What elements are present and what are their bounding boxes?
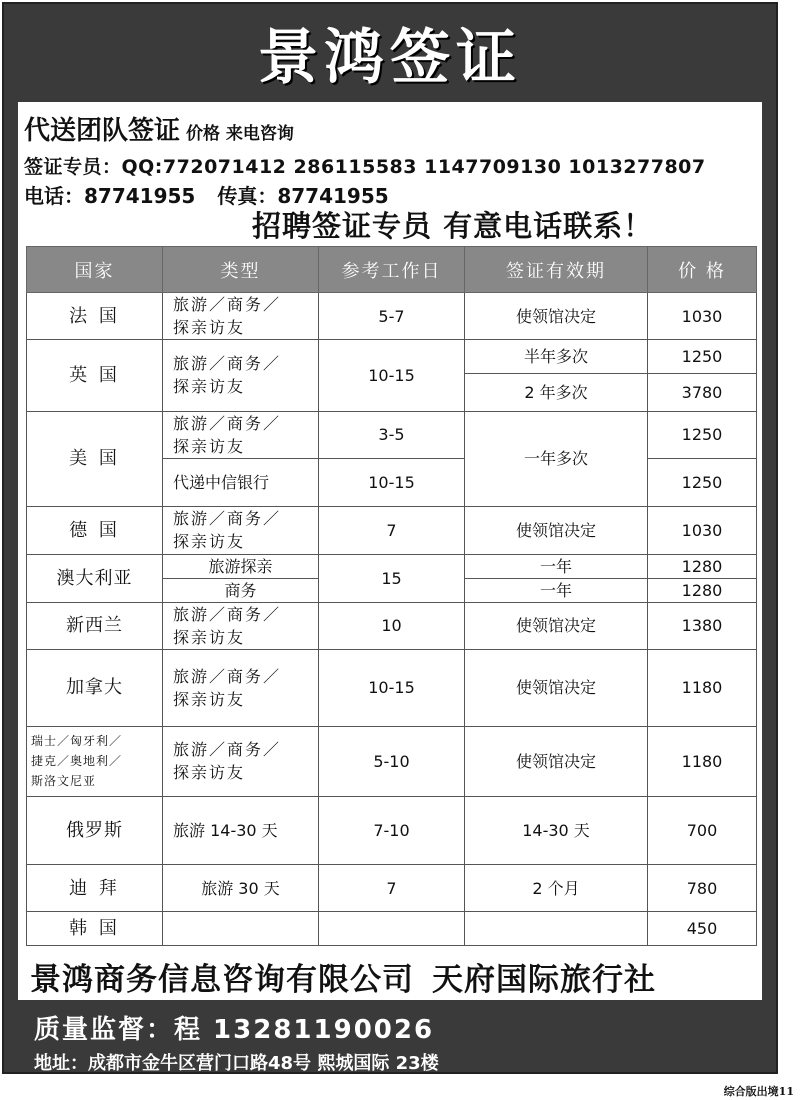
page-label: 综合版出境11	[723, 1085, 794, 1098]
table-row	[27, 411, 757, 458]
price-inquiry-note: 价格 来电咨询	[186, 124, 294, 144]
col-header-type: 类型	[163, 247, 319, 293]
price-cell: 1030	[648, 507, 757, 554]
table-row	[27, 726, 757, 796]
travel-agency-name: 天府国际旅行社	[432, 962, 656, 998]
workdays-cell: 7	[319, 865, 465, 911]
type-cell: 旅游 14-30 天	[163, 796, 319, 864]
validity-cell: 使领馆决定	[465, 650, 648, 726]
validity-cell: 一年多次	[465, 411, 648, 507]
workdays-cell: 15	[319, 554, 465, 602]
banner-title: 景鸿签证	[258, 23, 522, 93]
workdays-cell: 10-15	[319, 650, 465, 726]
type-cell: 旅游／商务／ 探亲访友	[163, 650, 319, 726]
country-cell: 瑞士／匈牙利／ 捷克／奥地利／ 斯洛文尼亚	[27, 726, 163, 796]
content-panel	[18, 102, 762, 1000]
col-header-validity: 签证有效期	[465, 247, 648, 293]
validity-cell: 14-30 天	[465, 796, 648, 864]
country-cell: 俄罗斯	[27, 796, 163, 864]
type-cell: 旅游／商务／ 探亲访友	[163, 340, 319, 411]
country-cell: 英 国	[27, 340, 163, 411]
table-row	[27, 602, 757, 649]
group-visa-title: 代送团队签证	[24, 116, 181, 146]
col-header-price: 价 格	[648, 247, 757, 293]
country-cell: 新西兰	[27, 602, 163, 649]
table-row	[27, 554, 757, 578]
type-cell: 旅游／商务／ 探亲访友	[163, 411, 319, 458]
validity-cell: 使领馆决定	[465, 726, 648, 796]
table-row	[27, 796, 757, 864]
country-cell: 美 国	[27, 411, 163, 507]
validity-cell: 使领馆决定	[465, 602, 648, 649]
country-cell: 德 国	[27, 507, 163, 554]
visa-price-table	[26, 246, 757, 946]
table-row	[27, 911, 757, 945]
company-name: 景鸿商务信息咨询有限公司	[30, 962, 414, 998]
workdays-cell: 5-10	[319, 726, 465, 796]
price-cell: 1030	[648, 293, 757, 340]
price-cell: 450	[648, 911, 757, 945]
banner	[4, 4, 776, 102]
price-cell: 780	[648, 865, 757, 911]
fax-number: 传真：87741955	[217, 184, 389, 208]
validity-cell: 2 个月	[465, 865, 648, 911]
price-cell: 1380	[648, 602, 757, 649]
validity-cell: 一年	[465, 554, 648, 578]
type-cell	[163, 911, 319, 945]
validity-cell: 2 年多次	[465, 374, 648, 411]
validity-cell: 一年	[465, 578, 648, 602]
validity-cell: 使领馆决定	[465, 507, 648, 554]
price-cell: 700	[648, 796, 757, 864]
price-cell: 1250	[648, 411, 757, 458]
type-cell: 旅游／商务／ 探亲访友	[163, 726, 319, 796]
address-line: 地址：成都市金牛区营门口路48号 熙城国际 23楼	[34, 1053, 439, 1074]
validity-cell: 半年多次	[465, 340, 648, 374]
country-cell: 法 国	[27, 293, 163, 340]
price-cell: 1280	[648, 554, 757, 578]
country-cell: 加拿大	[27, 650, 163, 726]
workdays-cell: 10-15	[319, 340, 465, 411]
qq-contact-line: 签证专员：QQ:772071412 286115583 1147709130 1013277807	[24, 156, 706, 178]
validity-cell: 使领馆决定	[465, 293, 648, 340]
table-row	[27, 507, 757, 554]
price-cell: 1250	[648, 458, 757, 506]
workdays-cell	[319, 911, 465, 945]
type-cell: 旅游／商务／ 探亲访友	[163, 602, 319, 649]
price-cell: 1250	[648, 340, 757, 374]
type-cell: 旅游探亲	[163, 554, 319, 578]
country-cell: 澳大利亚	[27, 554, 163, 602]
validity-cell	[465, 911, 648, 945]
type-cell: 代递中信银行	[163, 458, 319, 506]
col-header-country: 国家	[27, 247, 163, 293]
type-cell: 旅游／商务／ 探亲访友	[163, 507, 319, 554]
workdays-cell: 3-5	[319, 411, 465, 458]
country-cell: 韩 国	[27, 911, 163, 945]
workdays-cell: 7-10	[319, 796, 465, 864]
visa-advertisement	[2, 2, 778, 1074]
workdays-cell: 10	[319, 602, 465, 649]
quality-supervision: 质量监督：程 13281190026	[34, 1015, 435, 1045]
price-cell: 1180	[648, 726, 757, 796]
price-cell: 1180	[648, 650, 757, 726]
table-row	[27, 293, 757, 340]
phone-number: 电话：87741955	[24, 184, 196, 208]
type-cell: 旅游 30 天	[163, 865, 319, 911]
type-cell: 商务	[163, 578, 319, 602]
col-header-workdays: 参考工作日	[319, 247, 465, 293]
workdays-cell: 7	[319, 507, 465, 554]
group-visa-headline	[24, 110, 294, 147]
price-cell: 1280	[648, 578, 757, 602]
table-header-row	[27, 247, 757, 293]
price-cell: 3780	[648, 374, 757, 411]
type-cell: 旅游／商务／ 探亲访友	[163, 293, 319, 340]
country-cell: 迪 拜	[27, 865, 163, 911]
recruitment-notice: 招聘签证专员 有意电话联系！	[252, 209, 654, 243]
table-row	[27, 340, 757, 374]
workdays-cell: 5-7	[319, 293, 465, 340]
company-line	[30, 954, 656, 999]
table-row	[27, 865, 757, 911]
workdays-cell: 10-15	[319, 458, 465, 506]
table-row	[27, 650, 757, 726]
